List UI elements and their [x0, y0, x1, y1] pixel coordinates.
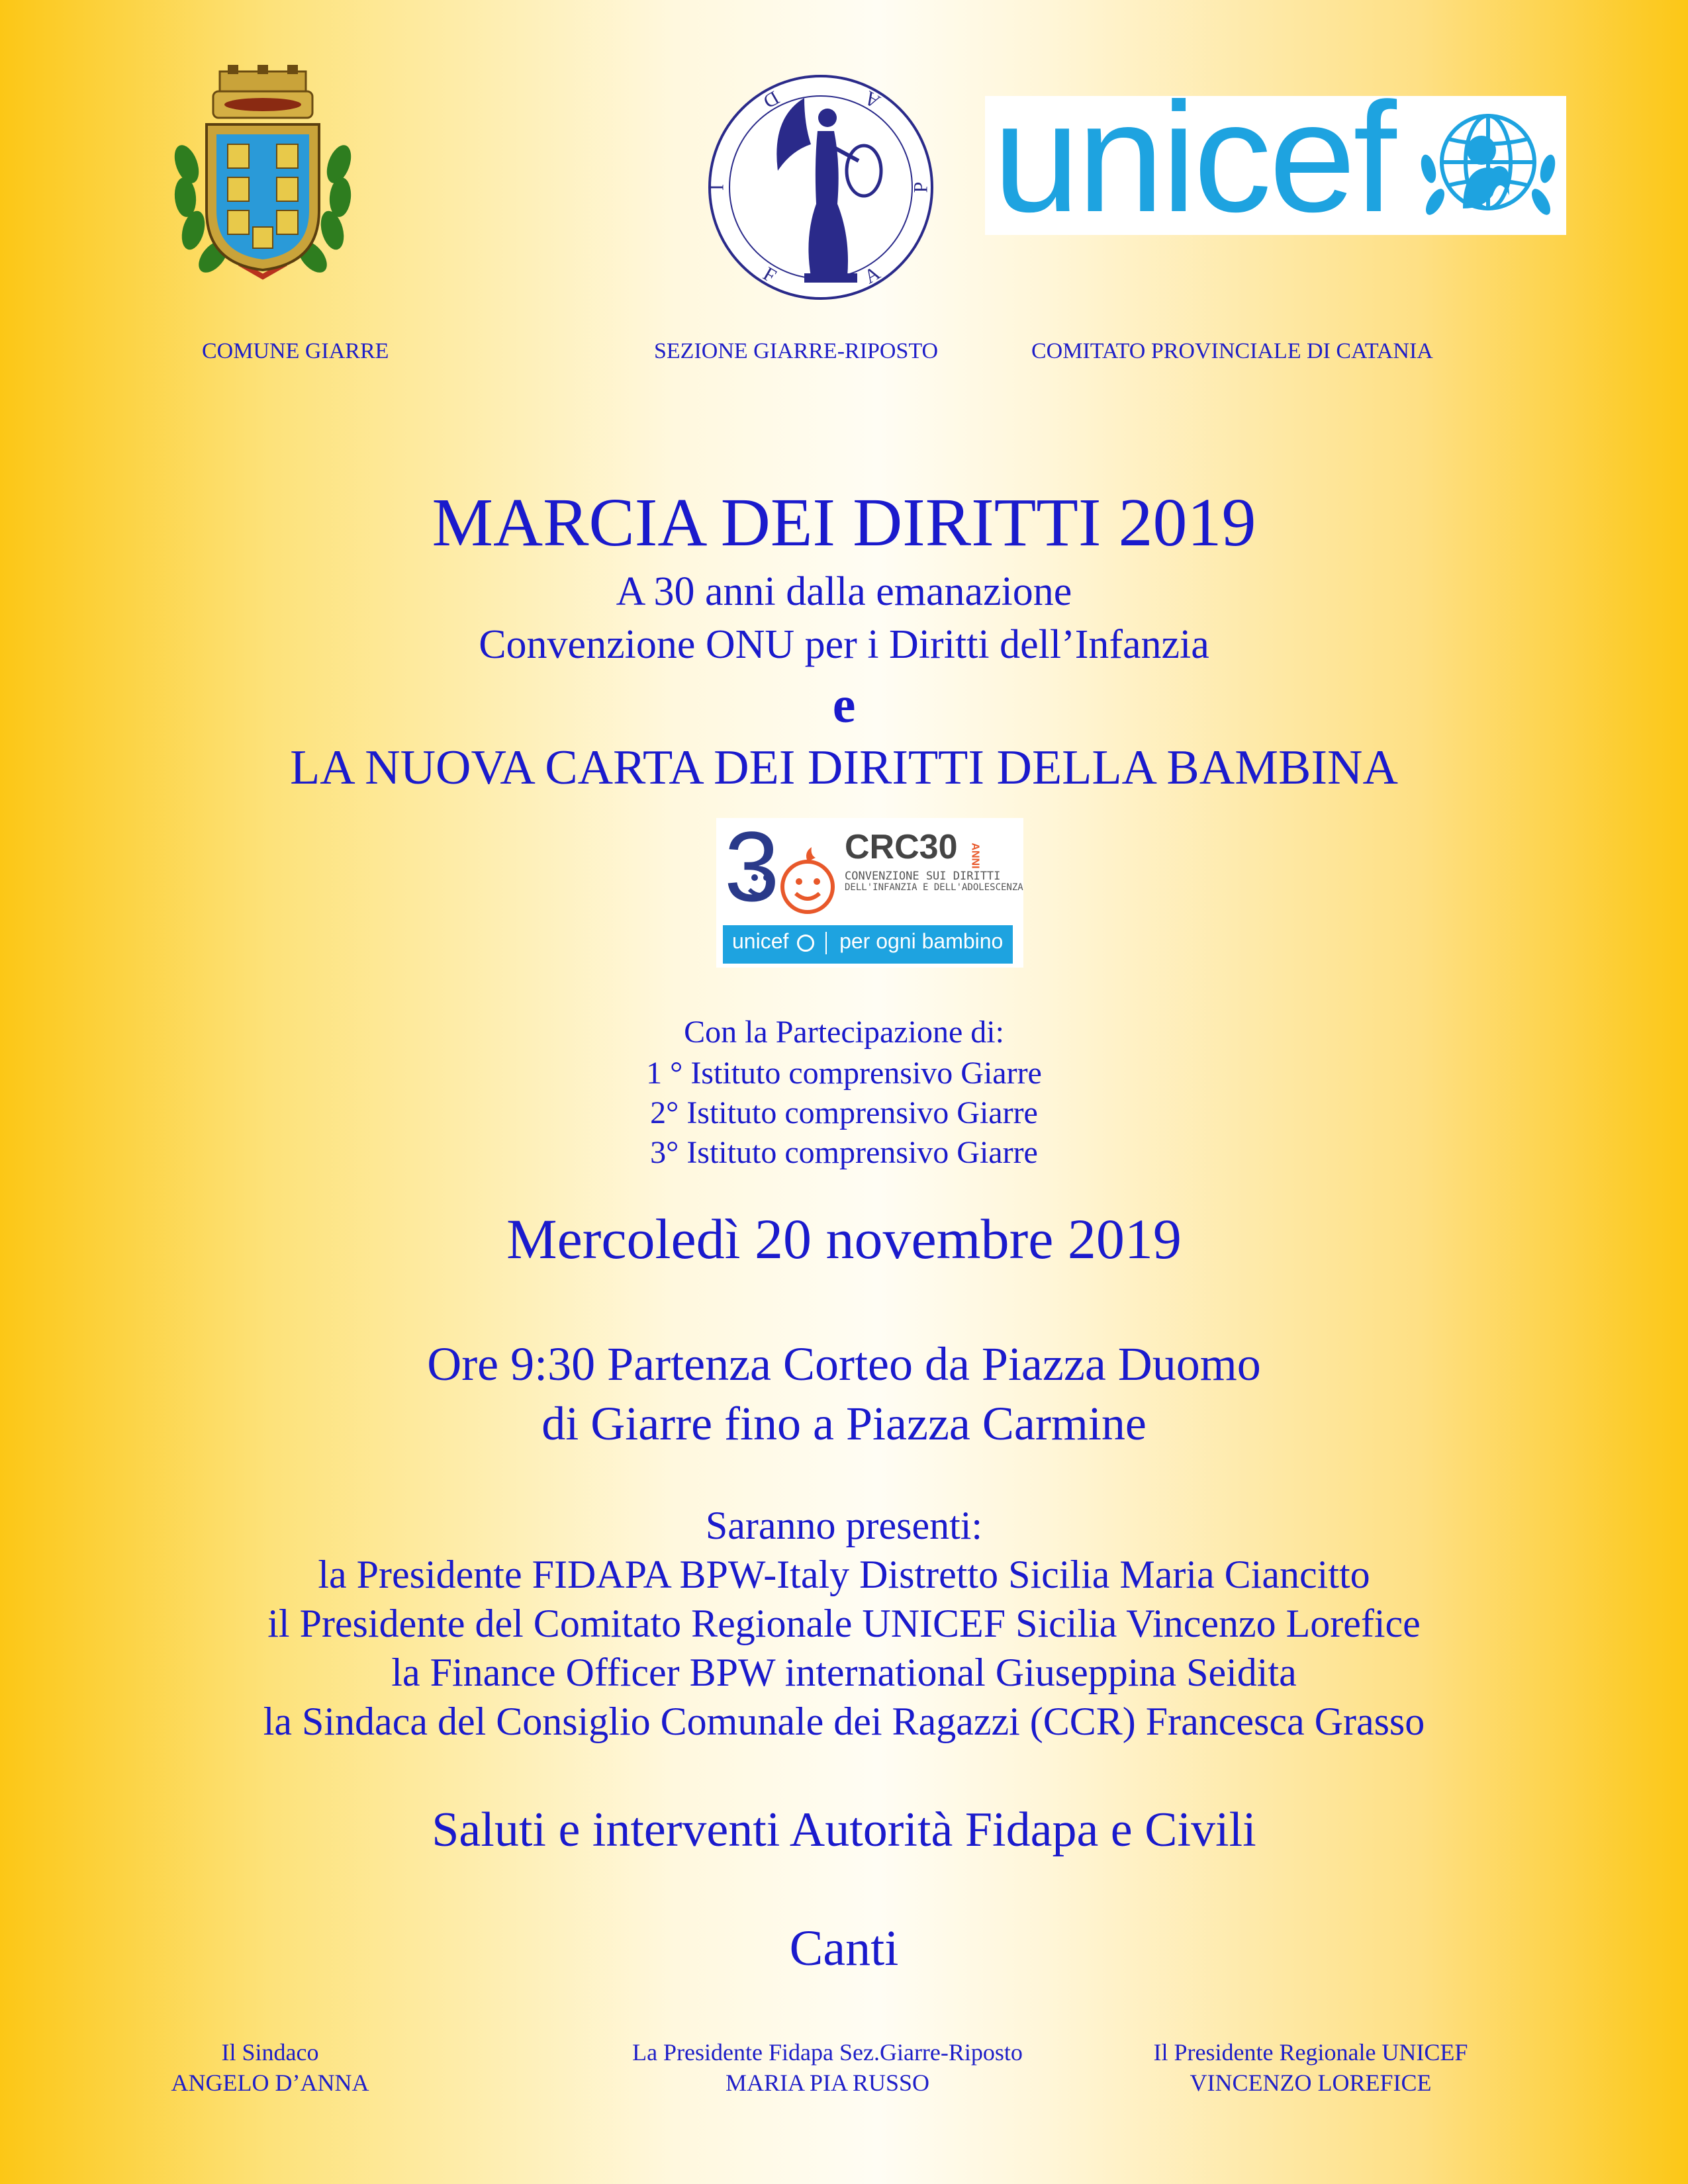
presenti-item-1: la Presidente FIDAPA BPW-Italy Distretto Sicilia Maria Ciancitto — [318, 1553, 1370, 1596]
signature-presidente-fidapa — [583, 2037, 1072, 2098]
fidapa-ring-letter: F — [759, 262, 780, 287]
unicef-logo-wordmark: unicef — [993, 70, 1394, 245]
route-line-1: Ore 9:30 Partenza Corteo da Piazza Duomo — [427, 1338, 1261, 1390]
crc30-subtitle-line-2: DELL'INFANZIA E DELL'ADOLESCENZA — [845, 882, 1023, 893]
signature-name: MARIA PIA RUSSO — [725, 2070, 930, 2096]
crc30-title — [845, 827, 988, 867]
signature-role: Il Presidente Regionale UNICEF — [1153, 2039, 1468, 2066]
fidapa-ring-letter: A — [860, 261, 884, 288]
coat-of-arms-icon — [167, 65, 359, 283]
event-date: Mercoledì 20 novembre 2019 — [506, 1207, 1182, 1271]
crc30-subtitle-line-1: CONVENZIONE SUI DIRITTI — [845, 870, 1001, 883]
crc30-title-text: CRC30 — [845, 828, 958, 866]
crc30-digit: 3 — [724, 811, 780, 922]
presenti-item-4: la Sindaca del Consiglio Comunale dei Ragazzi (CCR) Francesca Grasso — [263, 1700, 1425, 1743]
participation-intro: Con la Partecipazione di: — [684, 1015, 1004, 1050]
unicef-globe-icon — [1410, 96, 1566, 235]
subtitle-conjunction: e — [832, 676, 856, 733]
fidapa-winged-figure-icon — [705, 71, 937, 303]
fidapa-ring-letter: I — [706, 184, 727, 191]
event-title: MARCIA DEI DIRITTI 2019 — [432, 484, 1256, 561]
fidapa-ring-letter: D — [759, 87, 783, 113]
crc30-anni: ANNI — [969, 842, 981, 869]
canti-line: Canti — [789, 1921, 899, 1976]
comune-giarre-coat-of-arms — [167, 65, 359, 283]
fidapa-ring-letter: A — [860, 87, 884, 113]
participation-item-2: 2° Istituto comprensivo Giarre — [650, 1095, 1038, 1130]
signature-role: Il Sindaco — [221, 2039, 319, 2066]
presenti-item-3: la Finance Officer BPW international Giuseppina Seidita — [391, 1651, 1297, 1694]
signature-role: La Presidente Fidapa Sez.Giarre-Riposto — [632, 2039, 1023, 2066]
fidapa-logo — [705, 71, 937, 303]
signature-name: VINCENZO LOREFICE — [1190, 2070, 1432, 2096]
route-line-2: di Giarre fino a Piazza Carmine — [541, 1397, 1147, 1450]
signature-presidente-unicef — [1099, 2037, 1523, 2098]
saluti-line: Saluti e interventi Autorità Fidapa e Civili — [432, 1803, 1256, 1857]
subtitle-line-1: A 30 anni dalla emanazione — [616, 569, 1072, 614]
presenti-intro: Saranno presenti: — [705, 1504, 983, 1547]
crc30-subtitle — [845, 871, 1023, 893]
comitato-label: COMITATO PROVINCIALE DI CATANIA — [1031, 339, 1433, 363]
crc30-tagline: per ogni bambino — [839, 929, 1004, 953]
subtitle-line-2: Convenzione ONU per i Diritti dell’Infanzia — [479, 622, 1209, 667]
globe-icon — [797, 934, 814, 952]
presenti-item-2: il Presidente del Comitato Regionale UNICEF Sicilia Vincenzo Lorefice — [267, 1602, 1421, 1645]
subtitle-line-3: LA NUOVA CARTA DEI DIRITTI DELLA BAMBINA — [290, 741, 1398, 795]
signature-name: ANGELO D’ANNA — [171, 2070, 369, 2096]
crc30-separator — [825, 932, 827, 954]
participation-item-3: 3° Istituto comprensivo Giarre — [650, 1135, 1038, 1170]
sezione-label: SEZIONE GIARRE-RIPOSTO — [654, 339, 939, 363]
unicef-emblem — [1410, 96, 1566, 235]
fidapa-ring-letter: P — [910, 181, 932, 193]
signature-sindaco — [124, 2037, 416, 2098]
comune-giarre-label: COMUNE GIARRE — [202, 339, 389, 363]
crc30-unicef-bar-text — [723, 929, 1013, 954]
participation-item-1: 1 ° Istituto comprensivo Giarre — [646, 1056, 1042, 1091]
crc30-unicef-brand: unicef — [732, 929, 789, 953]
